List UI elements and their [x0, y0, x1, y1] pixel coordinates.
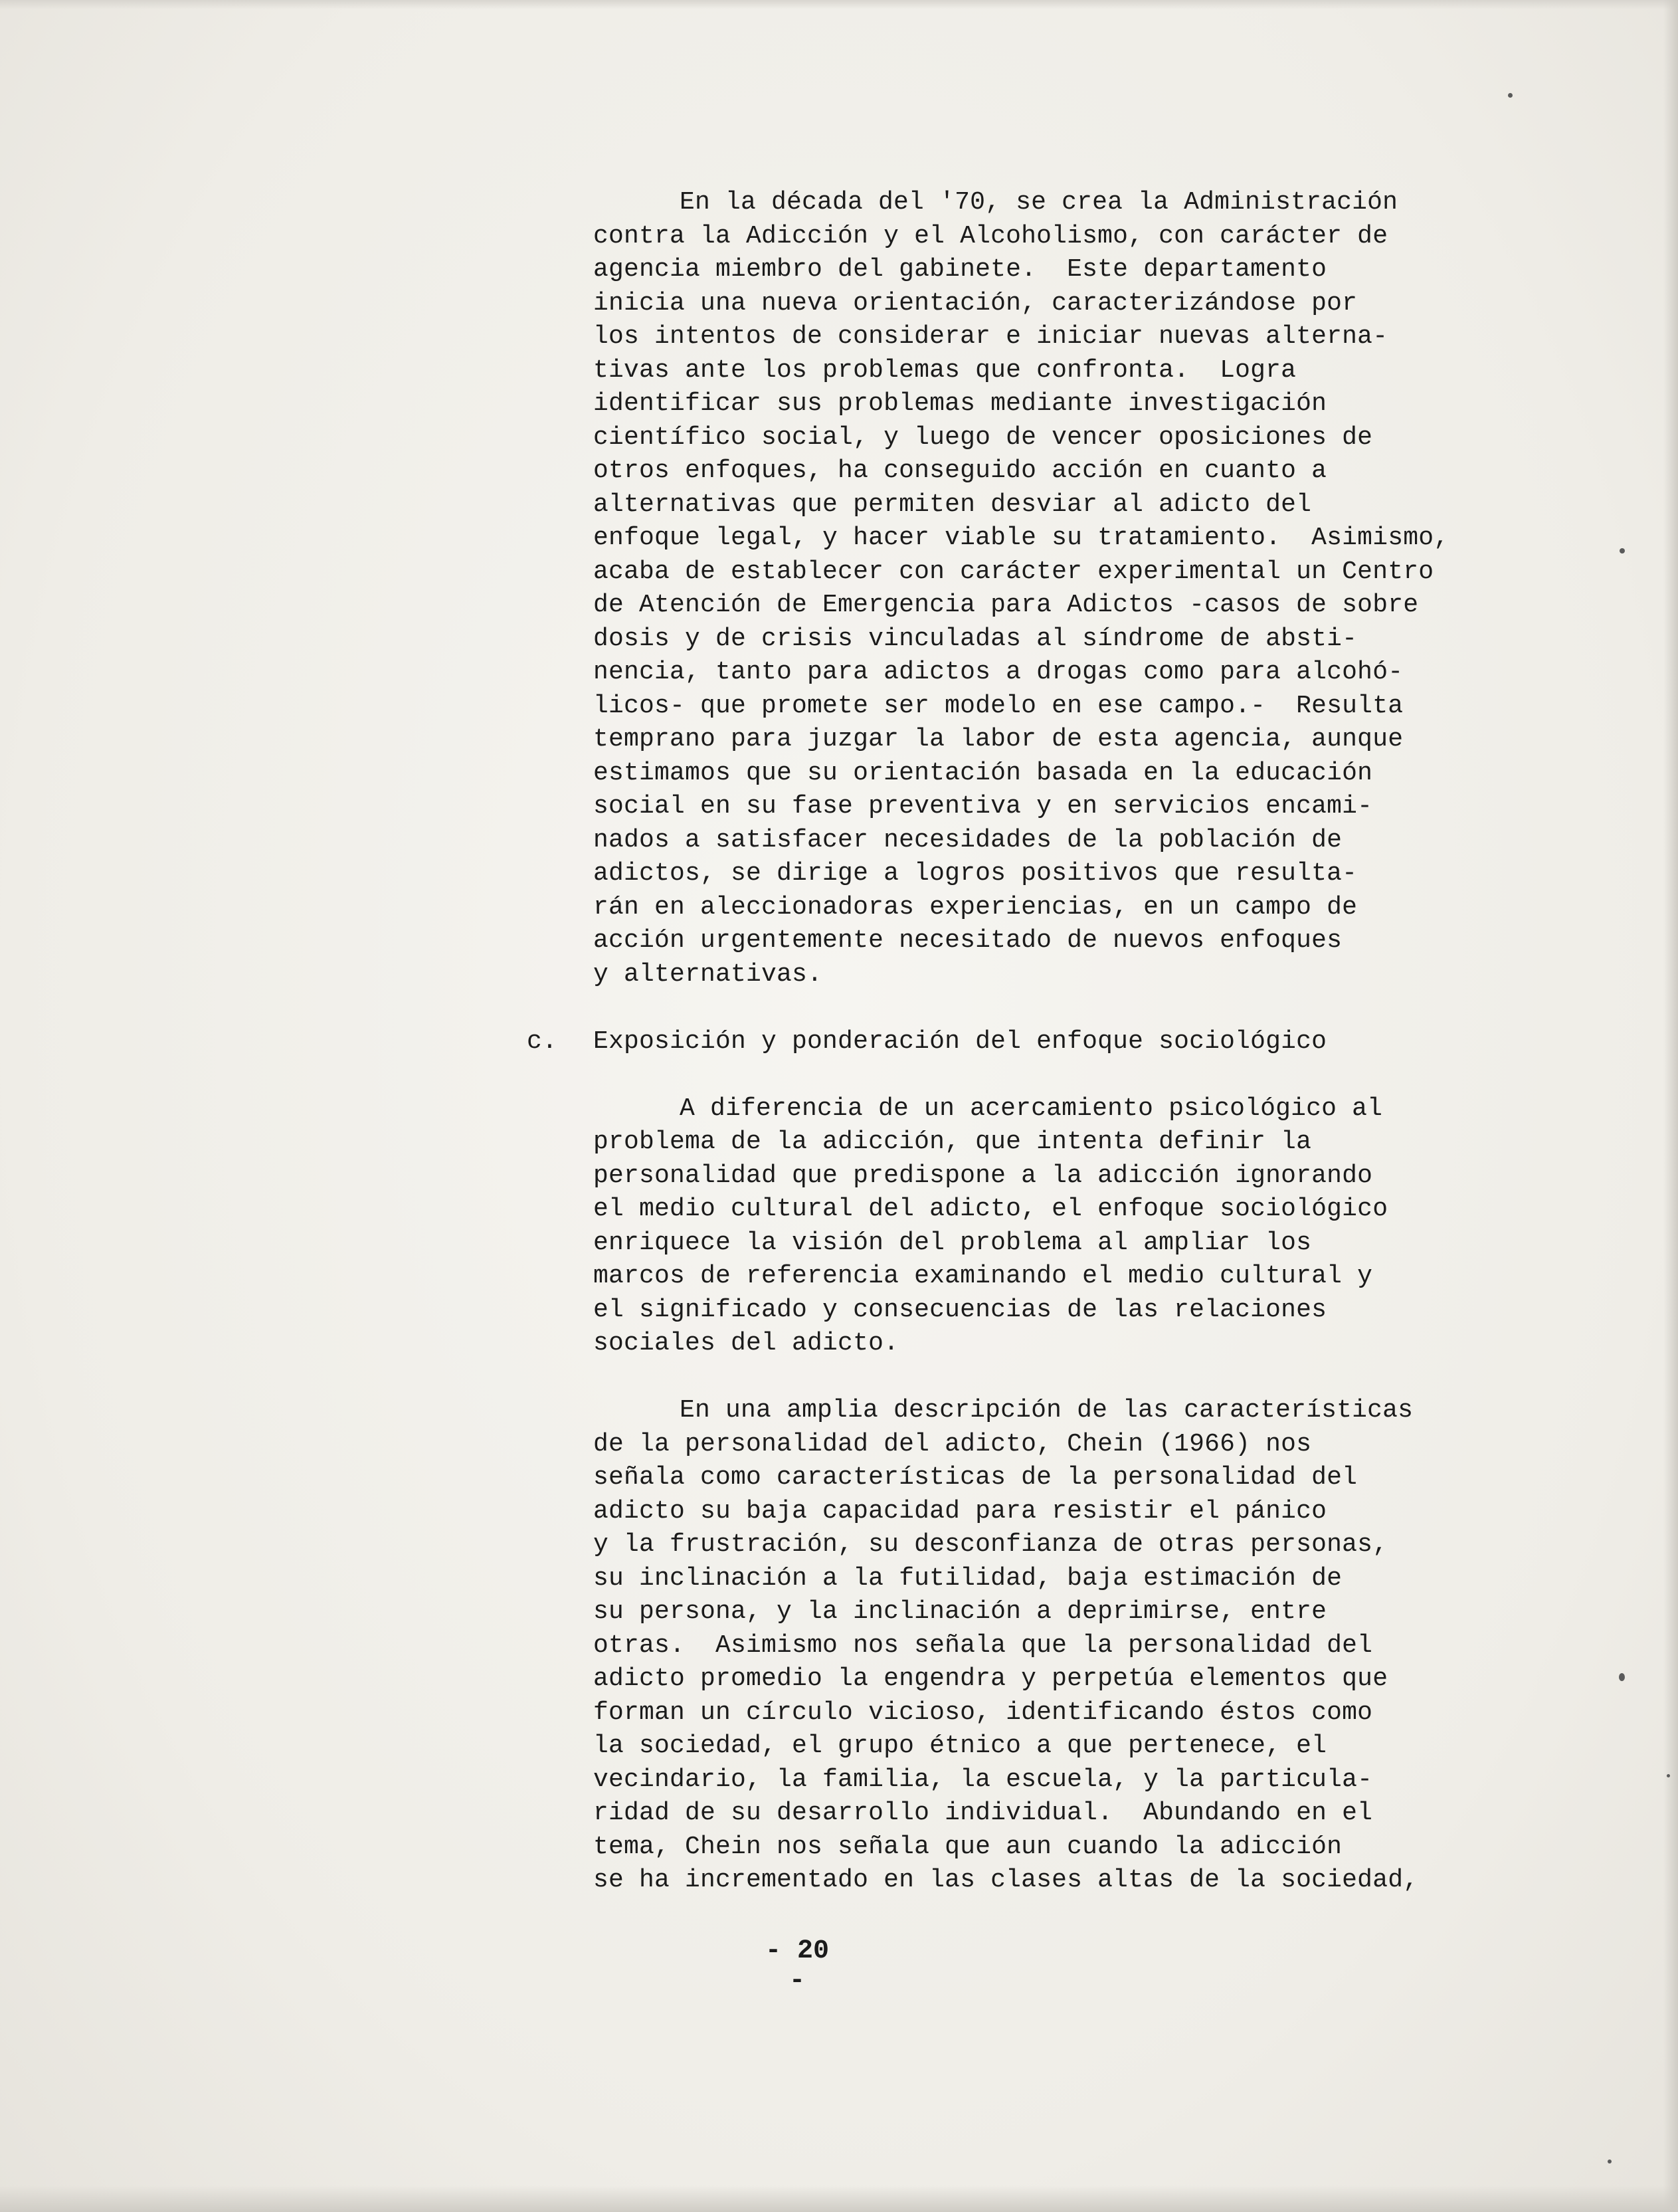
text-line: de Atención de Emergencia para Adictos -casos de sobre: [593, 591, 1419, 619]
document-body: [527, 186, 1543, 1898]
text-line: adictos, se dirige a logros positivos que resulta-: [593, 859, 1358, 888]
text-line: otros enfoques, ha conseguido acción en cuanto a: [593, 456, 1327, 485]
text-line: A diferencia de un acercamiento psicológico al: [680, 1094, 1383, 1123]
text-line: identificar sus problemas mediante investigación: [593, 389, 1327, 418]
page-top-shadow: [0, 0, 1678, 9]
text-line: enfoque legal, y hacer viable su tratamiento. Asimismo,: [593, 524, 1449, 552]
scan-speck: [1619, 1673, 1625, 1681]
paragraph-gap: [593, 1361, 1543, 1395]
text-line: nados a satisfacer necesidades de la población de: [593, 825, 1343, 855]
text-line: tivas ante los problemas que confronta. Logra: [593, 355, 1297, 385]
section-title: Exposición y ponderación del enfoque sociológico: [593, 1027, 1327, 1056]
scan-speck: [1667, 1774, 1670, 1777]
text-line: otras. Asimismo nos señala que la personalidad del: [593, 1631, 1373, 1660]
page-right-shadow: [1663, 0, 1678, 2212]
text-line: y alternativas.: [593, 959, 823, 989]
text-line: inicia una nueva orientación, caracterizándose por: [593, 288, 1358, 318]
paragraph-gap: [593, 991, 1543, 1025]
text-line: vecindario, la familia, la escuela, y la particula-: [593, 1765, 1373, 1794]
text-line: marcos de referencia examinando el medio cultural y: [593, 1262, 1373, 1290]
section-marker: c.: [527, 1027, 558, 1056]
section-heading: [527, 1025, 1543, 1059]
page-bottom-shadow: [0, 2185, 1678, 2212]
text-line: señala como características de la personalidad del: [593, 1463, 1358, 1492]
text-line: ridad de su desarrollo individual. Abundando en el: [593, 1799, 1373, 1827]
paragraph-gap: [593, 1058, 1543, 1092]
text-line: de la personalidad del adicto, Chein (1966) nos: [593, 1429, 1312, 1458]
paragraph-1: [593, 186, 1543, 991]
paragraph-2: [593, 1092, 1543, 1361]
text-line: temprano para juzgar la labor de esta agencia, aunque: [593, 725, 1404, 754]
text-line: En la década del '70, se crea la Administración: [680, 188, 1398, 217]
text-line: sociales del adicto.: [593, 1329, 899, 1357]
paragraph-3: [593, 1394, 1543, 1898]
text-line: científico social, y luego de vencer oposiciones de: [593, 423, 1373, 452]
text-line: el medio cultural del adicto, el enfoque sociológico: [593, 1195, 1388, 1223]
text-line: agencia miembro del gabinete. Este departamento: [593, 255, 1327, 284]
text-line: estimamos que su orientación basada en la educación: [593, 758, 1373, 787]
scan-speck: [1608, 2160, 1612, 2163]
text-line: licos- que promete ser modelo en ese campo.- Resulta: [593, 691, 1404, 720]
text-line: se ha incrementado en las clases altas de la sociedad,: [593, 1866, 1419, 1894]
text-line: el significado y consecuencias de las relaciones: [593, 1295, 1327, 1324]
text-line: personalidad que predispone a la adicción ignorando: [593, 1161, 1373, 1190]
text-line: los intentos de considerar e iniciar nuevas alterna-: [593, 322, 1388, 351]
text-line: la sociedad, el grupo étnico a que pertenece, el: [593, 1732, 1327, 1760]
text-line: y la frustración, su desconfianza de otras personas,: [593, 1530, 1388, 1559]
text-line: acción urgentemente necesitado de nuevos enfoques: [593, 926, 1343, 955]
text-line: su inclinación a la futilidad, baja estimación de: [593, 1563, 1343, 1593]
text-line: adicto promedio la engendra y perpetúa elementos que: [593, 1664, 1388, 1693]
scan-speck: [1620, 548, 1625, 553]
text-line: adicto su baja capacidad para resistir el pánico: [593, 1496, 1327, 1526]
text-line: forman un círculo vicioso, identificando éstos como: [593, 1698, 1373, 1727]
text-line: nencia, tanto para adictos a drogas como para alcohó-: [593, 658, 1404, 686]
text-line: acaba de establecer con carácter experimental un Centro: [593, 557, 1434, 586]
text-line: dosis y de crisis vinculadas al síndrome de absti-: [593, 624, 1358, 653]
text-line: alternativas que permiten desviar al adicto del: [593, 490, 1312, 519]
text-line: tema, Chein nos señala que aun cuando la adicción: [593, 1832, 1343, 1861]
text-line: En una amplia descripción de las características: [680, 1396, 1414, 1425]
scan-speck: [1508, 93, 1513, 98]
text-line: contra la Adicción y el Alcoholismo, con carácter de: [593, 221, 1388, 251]
text-line: enriquece la visión del problema al ampliar los: [593, 1228, 1312, 1257]
text-line: social en su fase preventiva y en servicios encami-: [593, 792, 1373, 821]
page-number: - 20 -: [765, 1936, 829, 1996]
text-line: rán en aleccionadoras experiencias, en un campo de: [593, 892, 1358, 922]
text-line: su persona, y la inclinación a deprimirse, entre: [593, 1597, 1327, 1626]
text-line: problema de la adicción, que intenta definir la: [593, 1128, 1312, 1156]
